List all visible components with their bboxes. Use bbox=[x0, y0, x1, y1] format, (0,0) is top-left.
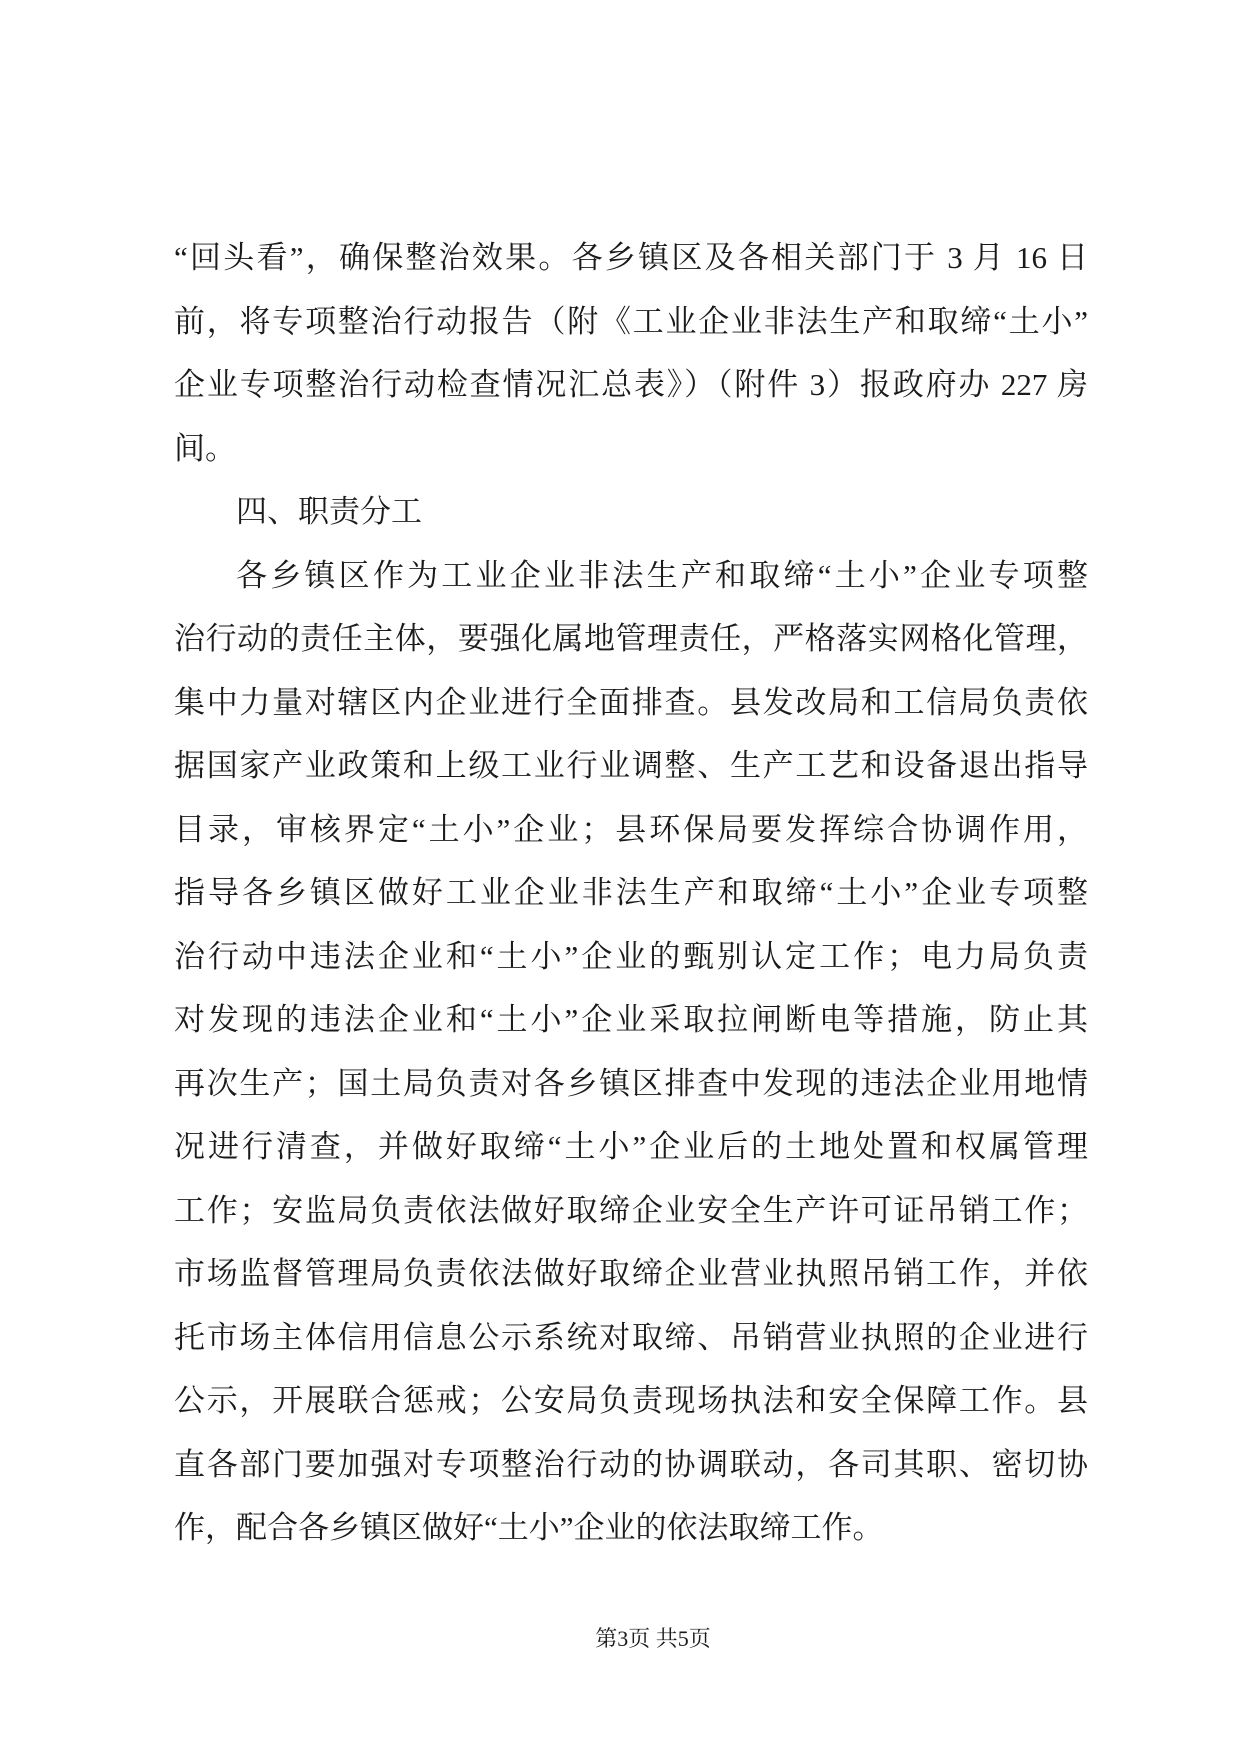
text-line: 对发现的违法企业和“土小”企业采取拉闸断电等措施，防止其 bbox=[174, 1002, 1088, 1037]
text-line: 治行动的责任主体，要强化属地管理责任，严格落实网格化管理， bbox=[174, 621, 1088, 656]
text-line: “回头看”，确保整治效果。各乡镇区及各相关部门于 3 月 16 日 bbox=[174, 240, 1088, 275]
text-line: 工作；安监局负责依法做好取缔企业安全生产许可证吊销工作； bbox=[174, 1192, 1088, 1228]
text-line: 各乡镇区作为工业企业非法生产和取缔“土小”企业专项整 bbox=[236, 557, 1088, 593]
document-body bbox=[174, 226, 1088, 1560]
text-line: 治行动中违法企业和“土小”企业的甄别认定工作；电力局负责 bbox=[174, 938, 1088, 974]
text-line: 集中力量对辖区内企业进行全面排查。县发改局和工信局负责依 bbox=[174, 684, 1088, 720]
text-line: 市场监督管理局负责依法做好取缔企业营业执照吊销工作，并依 bbox=[174, 1256, 1088, 1291]
paragraph bbox=[174, 226, 1088, 480]
page-number: 第3页 共5页 bbox=[595, 1626, 711, 1651]
text-line: 前，将专项整治行动报告（附《工业企业非法生产和取缔“土小” bbox=[174, 303, 1088, 339]
text-line: 指导各乡镇区做好工业企业非法生产和取缔“土小”企业专项整 bbox=[174, 875, 1088, 910]
text-line: 再次生产；国土局负责对各乡镇区排查中发现的违法企业用地情 bbox=[174, 1065, 1088, 1101]
section-heading: 四、职责分工 bbox=[236, 494, 422, 529]
text-line: 直各部门要加强对专项整治行动的协调联动，各司其职、密切协 bbox=[174, 1446, 1088, 1482]
text-line: 公示，开展联合惩戒；公安局负责现场执法和安全保障工作。县 bbox=[174, 1383, 1088, 1418]
text-line: 间。 bbox=[174, 430, 236, 466]
paragraph bbox=[174, 544, 1088, 1560]
text-line: 作，配合各乡镇区做好“土小”企业的依法取缔工作。 bbox=[174, 1510, 884, 1545]
text-line: 据国家产业政策和上级工业行业调整、生产工艺和设备退出指导 bbox=[174, 748, 1088, 783]
text-line: 托市场主体信用信息公示系统对取缔、吊销营业执照的企业进行 bbox=[174, 1319, 1088, 1355]
text-line: 况进行清查，并做好取缔“土小”企业后的土地处置和权属管理 bbox=[174, 1129, 1088, 1164]
text-line: 目录，审核界定“土小”企业；县环保局要发挥综合协调作用， bbox=[174, 811, 1088, 847]
text-line: 企业专项整治行动检查情况汇总表》）（附件 3）报政府办 227 房 bbox=[174, 367, 1088, 402]
